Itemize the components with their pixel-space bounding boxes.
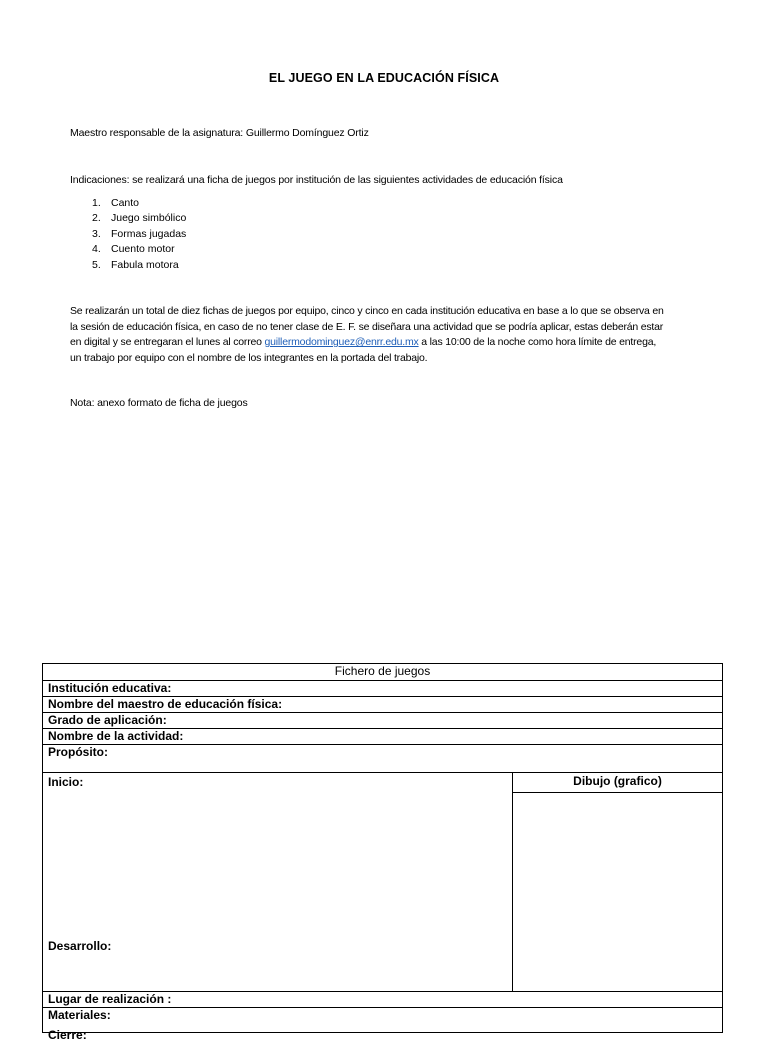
start-label: Inicio: — [48, 775, 84, 789]
list-number: 3. — [92, 227, 101, 240]
game-card-form — [42, 663, 723, 1042]
paragraph-text: en digital y se entregaran el lunes al correo — [70, 336, 265, 348]
paragraph-line: un trabajo por equipo con el nombre de los integrantes en la portada del trabajo. — [70, 351, 428, 364]
place-field: Lugar de realización : — [43, 992, 722, 1008]
list-item — [70, 258, 186, 273]
instructions-paragraph — [70, 304, 710, 366]
list-item — [70, 242, 186, 257]
paragraph-line: Se realizarán un total de diez fichas de juegos por equipo, cinco y cinco en cada institución educativa en base a lo que se observa en — [70, 305, 664, 317]
email-link[interactable]: guillermodominguez@enrr.edu.mx — [264, 336, 419, 348]
closing-label: Cierre: — [48, 1028, 87, 1042]
list-item-label: Formas jugadas — [111, 227, 187, 240]
document-title: EL JUEGO EN LA EDUCACIÓN FÍSICA — [268, 71, 500, 85]
grade-field: Grado de aplicación: — [43, 713, 722, 729]
note-text: Nota: anexo formato de ficha de juegos — [70, 397, 248, 409]
purpose-field: Propósito: — [43, 745, 722, 773]
list-number: 5. — [92, 258, 101, 271]
activity-name-field: Nombre de la actividad: — [43, 729, 722, 745]
activity-list — [70, 196, 186, 273]
list-item — [70, 196, 186, 211]
paragraph-line — [70, 335, 710, 351]
materials-field: Materiales: — [48, 1008, 111, 1022]
teacher-line: Maestro responsable de la asignatura: Guillermo Domínguez Ortiz — [70, 127, 369, 139]
list-item-label: Fabula motora — [111, 258, 179, 271]
list-item — [70, 211, 186, 226]
drawing-cell — [513, 773, 722, 992]
list-item-label: Canto — [111, 197, 140, 209]
development-label: Desarrollo: — [48, 939, 112, 953]
list-number: 4. — [92, 243, 101, 256]
paragraph-text: a las 10:00 de la noche como hora límite de entrega, — [418, 336, 657, 348]
drawing-header: Dibujo (grafico) — [513, 773, 722, 793]
teacher-name-field: Nombre del maestro de educación física: — [43, 697, 722, 713]
list-item-label: Cuento motor — [111, 243, 175, 256]
list-item-label: Juego simbólico — [111, 212, 187, 225]
form-title: Fichero de juegos — [43, 664, 722, 681]
list-number: 1. — [92, 197, 101, 209]
indications-text: Indicaciones: se realizará una ficha de juegos por institución de las siguientes actividades de educación física — [70, 174, 563, 186]
list-number: 2. — [92, 212, 101, 225]
institution-field: Institución educativa: — [43, 681, 722, 697]
paragraph-line: la sesión de educación física, en caso de no tener clase de E. F. se diseñara una actividad que se podría aplicar, estas deberán estar — [70, 320, 664, 333]
list-item — [70, 227, 186, 242]
